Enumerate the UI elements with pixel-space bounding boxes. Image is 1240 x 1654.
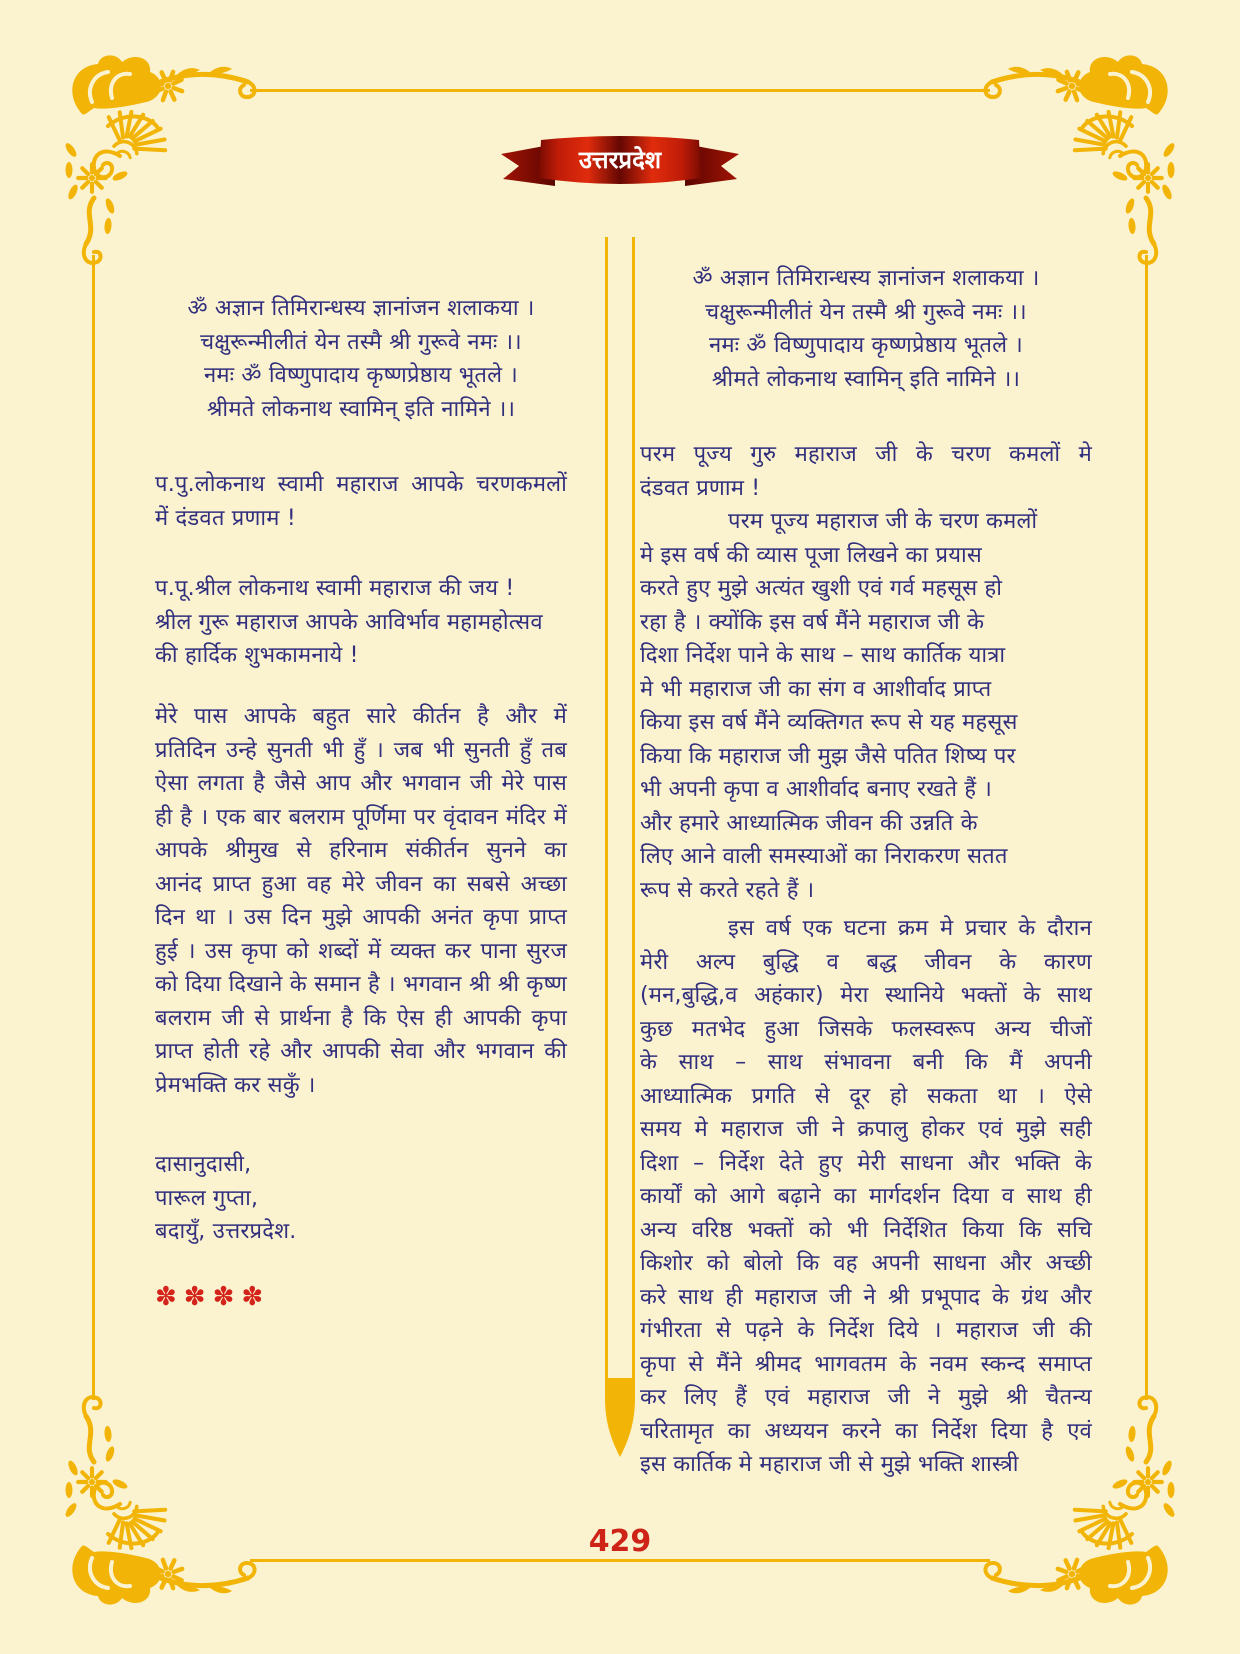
banner-title: उत्तरप्रदेश: [578, 146, 662, 174]
text-line: हुई । उस कृपा को शब्दों में व्यक्त कर पाना सुरज: [155, 938, 567, 964]
text-line: दिन था । उस दिन मुझे आपकी अनंत कृपा प्राप्त: [155, 905, 567, 930]
border-left: [92, 255, 95, 1400]
text-line: मेरे पास आपके बहुत सारे कीर्तन है और में: [155, 704, 567, 729]
column-divider-left-rule: [605, 237, 608, 1385]
text-line: कृपा से मैंने श्रीमद भागवतम के नवम स्कन्द समाप्त: [640, 1351, 1092, 1377]
text-line: ॐ अज्ञान तिमिरान्धस्य ज्ञानांजन शलाकया ।: [187, 296, 535, 321]
text-line: मे भी महाराज जी का संग व आशीर्वाद प्राप्त: [640, 676, 992, 702]
text-line: चक्षुरून्मीलीतं येन तस्मै श्री गुरूवे नमः ।।: [200, 329, 522, 355]
text-line: अन्य वरिष्ठ भक्तों को भी निर्देशित किया कि सचि: [640, 1217, 1092, 1243]
text-line: प.पू.श्रील लोकनाथ स्वामी महाराज की जय !: [155, 576, 515, 601]
text-line: नमः ॐ विष्णुपादाय कृष्णप्रेष्ठाय भूतले ।: [204, 363, 518, 388]
text-line: पारूल गुप्ता,: [155, 1185, 259, 1211]
text-line: प्राप्त होती रहे और आपकी सेवा और भगवान की: [155, 1039, 567, 1064]
corner-flourish-icon: [56, 52, 271, 272]
text-line: इस वर्ष एक घटना क्रम मे प्रचार के दौरान: [728, 916, 1092, 941]
page-number: 429: [588, 1524, 652, 1559]
text-line: ऐसा लगता है जैसे आप और भगवान जी मेरे पास: [155, 771, 567, 796]
text-line: लिए आने वाली समस्याओं का निराकरण सतत: [640, 844, 1008, 869]
text-line: दिशा निर्देश पाने के साथ – साथ कार्तिक यात्रा: [640, 643, 1006, 668]
text-line: रहा है । क्योंकि इस वर्ष मैंने महाराज जी के: [640, 609, 985, 635]
corner-flourish-icon: [969, 52, 1184, 272]
text-line: किशोर को बोलो कि वह अपनी साधना और अच्छी: [640, 1251, 1092, 1276]
text-line: श्रीमते लोकनाथ स्वामिन् इति नामिने ।।: [206, 396, 516, 422]
column-divider-right-rule: [632, 237, 635, 1385]
text-line: नमः ॐ विष्णुपादाय कृष्णप्रेष्ठाय भूतले ।: [709, 333, 1023, 358]
text-line: की हार्दिक शुभकामनाये !: [155, 643, 359, 668]
text-line: परम पूज्य गुरु महाराज जी के चरण कमलों मे: [640, 442, 1092, 467]
right-salutation: [640, 438, 1092, 505]
border-top: [250, 89, 990, 92]
text-line: मे इस वर्ष की व्यास पूजा लिखने का प्रयास: [640, 542, 982, 568]
text-line: ॐ अज्ञान तिमिरान्धस्य ज्ञानांजन शलाकया ।: [692, 266, 1040, 291]
text-line: किया कि महाराज जी मुझ जैसे पतित शिष्य पर: [640, 743, 1016, 769]
text-line: किया इस वर्ष मैंने व्यक्तिगत रूप से यह महसूस: [640, 710, 1018, 735]
text-line: बदायुँ, उत्तरप्रदेश.: [155, 1219, 297, 1244]
text-line: चक्षुरून्मीलीतं येन तस्मै श्री गुरूवे नमः ।।: [705, 299, 1027, 325]
text-line: आनंद प्राप्त हुआ वह मेरे जीवन का सबसे अच्छा: [155, 871, 567, 897]
border-bottom: [250, 1559, 990, 1562]
text-line: प्रतिदिन उन्हे सुनती भी हुँ । जब भी सुनती हुँ तब: [155, 737, 567, 763]
text-line: को दिया दिखाने के समान है । भगवान श्री श्री कृष्ण: [155, 972, 567, 997]
text-line: श्रील गुरू महाराज आपके आविर्भाव महामहोत्सव: [155, 609, 543, 635]
text-line: मेरी अल्प बुद्धि व बद्ध जीवन के कारण: [640, 949, 1092, 975]
text-line: प.पु.लोकनाथ स्वामी महाराज आपके चरणकमलों: [155, 472, 567, 497]
text-line: कुछ मतभेद हुआ जिसके फलस्वरूप अन्य चीजों: [640, 1016, 1092, 1042]
text-line: (मन,बुद्धि,व अहंकार) मेरा स्थानिये भक्तों के साथ: [640, 983, 1092, 1008]
text-line: आपके श्रीमुख से हरिनाम संकीर्तन सुनने का: [155, 838, 567, 863]
text-line: प्रेमभक्ति कर सकुँ ।: [155, 1072, 316, 1098]
text-line: आध्यात्मिक प्रगति से दूर हो सकता था । ऐसे: [640, 1083, 1092, 1109]
text-line: समय मे महाराज जी ने क्रपालु होकर एवं मुझे सही: [640, 1117, 1092, 1142]
text-line: में दंडवत प्रणाम !: [155, 505, 296, 531]
text-line: चरितामृत का अध्ययन करने का निर्देश दिया है एवं: [640, 1418, 1092, 1444]
text-line: दंडवत प्रणाम !: [640, 475, 761, 501]
text-line: कर लिए हैं एवं महाराज जी ने मुझे श्री चैतन्य: [640, 1385, 1092, 1410]
text-line: बलराम जी से प्रार्थना है कि ऐस ही आपकी कृपा: [155, 1005, 567, 1031]
text-line: करते हुए मुझे अत्यंत खुशी एवं गर्व महसूस हो: [640, 576, 1003, 601]
text-line: के साथ – साथ संभावना बनी कि मैं अपनी: [640, 1050, 1092, 1075]
left-salutation: [155, 468, 567, 535]
left-body-paragraph: [155, 700, 567, 1102]
right-body-paragraph-1: [640, 505, 1092, 907]
text-line: दिशा – निर्देश देते हुए मेरी साधना और भक्ति के: [640, 1150, 1092, 1176]
text-line: भी अपनी कृपा व आशीर्वाद बनाए रखते हैं ।: [640, 777, 992, 802]
corner-flourish-icon: [56, 1388, 271, 1608]
text-line: इस कार्तिक मे महाराज जी से मुझे भक्ति शास्त्री: [640, 1452, 1019, 1477]
text-line: रूप से करते रहते हैं ।: [640, 877, 815, 903]
text-line: गंभीरता से पढ़ने के निर्देश दिये । महाराज जी की: [640, 1318, 1092, 1343]
border-right: [1145, 255, 1148, 1400]
ribbon-banner: [495, 131, 745, 195]
left-jai-lines: [155, 572, 567, 673]
text-line: श्रीमते लोकनाथ स्वामिन् इति नामिने ।।: [711, 366, 1021, 392]
section-end-marks: ✽✽✽✽: [155, 1282, 271, 1312]
text-line: और हमारे आध्यात्मिक जीवन की उन्नति के: [640, 810, 978, 836]
text-line: दासानुदासी,: [155, 1152, 252, 1177]
right-invocation-verse: [640, 262, 1092, 396]
text-line: ही है । एक बार बलराम पूर्णिमा पर वृंदावन मंदिर में: [155, 804, 567, 830]
left-invocation-verse: [155, 292, 567, 426]
text-line: कार्यों को आगे बढ़ाने का मार्गदर्शन दिया व साथ ही: [640, 1184, 1092, 1209]
signature: [155, 1148, 567, 1249]
right-body-paragraph-2: [640, 912, 1092, 1482]
text-line: करे साथ ही महाराज जी ने श्री प्रभूपाद के ग्रंथ और: [640, 1284, 1092, 1310]
text-line: परम पूज्य महाराज जी के चरण कमलों: [728, 509, 1038, 534]
divider-drop-icon: [603, 1378, 637, 1458]
